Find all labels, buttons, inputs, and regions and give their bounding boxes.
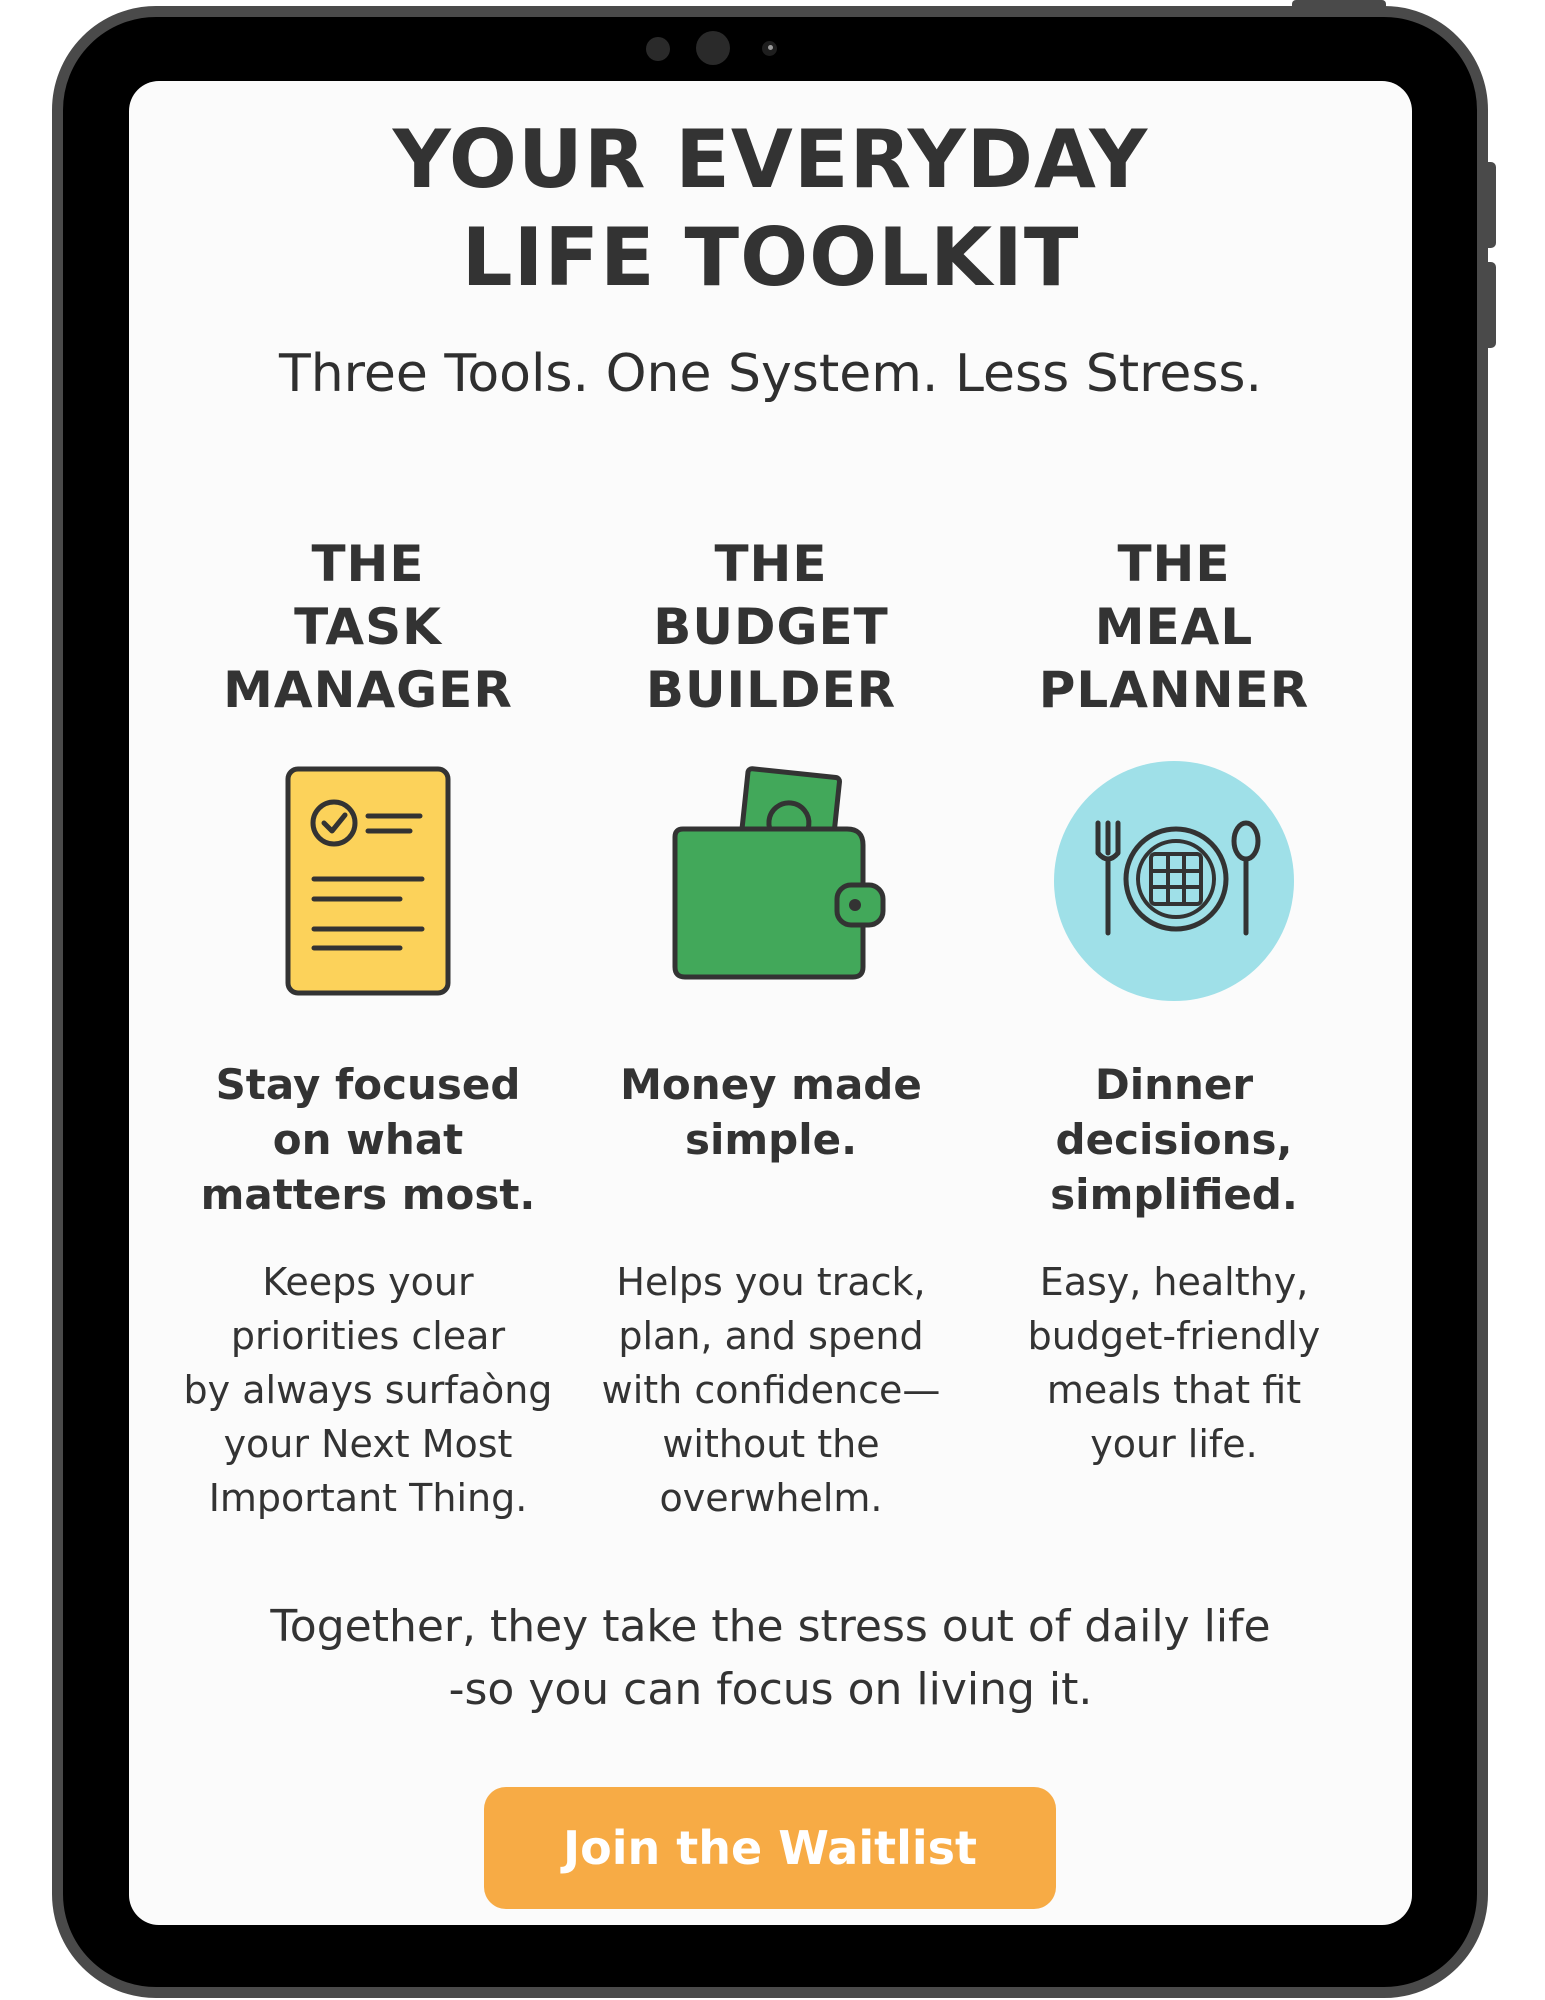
- tool-description-line: Helps you track,: [616, 1260, 926, 1304]
- plate-cutlery-icon: [1054, 761, 1294, 1001]
- tool-description-line: without the: [662, 1422, 880, 1466]
- tool-description-line: your life.: [1090, 1422, 1258, 1466]
- tool-description-line: with confidence—: [601, 1368, 941, 1412]
- tool-card-task-manager: [168, 533, 568, 1520]
- tool-description-line: budget-friendly: [1027, 1314, 1321, 1358]
- tablet-screen: [129, 81, 1412, 1925]
- tool-name-line: BUDGET: [653, 598, 889, 656]
- tool-headline: [571, 1057, 971, 1167]
- tool-headline-line: Stay focused: [215, 1060, 521, 1109]
- tool-name-line: THE: [714, 535, 828, 593]
- closing-statement: [129, 1595, 1412, 1721]
- tool-headline-line: simplified.: [1050, 1170, 1298, 1219]
- tool-name-line: MANAGER: [223, 661, 513, 719]
- title-line: LIFE TOOLKIT: [461, 211, 1080, 304]
- wallet-icon: [651, 761, 891, 1001]
- tool-description-line: overwhelm.: [659, 1476, 883, 1520]
- tool-description-line: Easy, healthy,: [1039, 1260, 1309, 1304]
- tool-description-line: your Next Most: [223, 1422, 513, 1466]
- tool-name: [571, 533, 971, 722]
- tool-name-line: PLANNER: [1038, 661, 1310, 719]
- tool-description: [974, 1255, 1374, 1471]
- join-waitlist-button[interactable]: Join the Waitlist: [484, 1787, 1056, 1909]
- tool-card-budget-builder: [571, 533, 971, 1520]
- tool-headline: [974, 1057, 1374, 1222]
- tool-name-line: BUILDER: [645, 661, 897, 719]
- camera-icon: [696, 31, 730, 65]
- sensor-icon: [646, 37, 670, 61]
- checklist-document-icon: [248, 761, 488, 1001]
- tool-headline-line: decisions,: [1055, 1115, 1293, 1164]
- tool-headline-line: matters most.: [200, 1170, 536, 1219]
- tool-headline-line: Money made: [620, 1060, 922, 1109]
- closing-statement-line: Together, they take the stress out of daily life: [270, 1601, 1271, 1652]
- tool-headline: [168, 1057, 568, 1222]
- tool-card-meal-planner: [974, 533, 1374, 1466]
- tool-name-line: THE: [311, 535, 425, 593]
- tool-description-line: by always surfaòng: [183, 1368, 553, 1412]
- page-subtitle: Three Tools. One System. Less Stress.: [278, 344, 1263, 404]
- tool-headline-line: simple.: [684, 1115, 858, 1164]
- closing-statement-line: -so you can focus on living it.: [448, 1664, 1093, 1715]
- light-sensor-icon: [762, 41, 777, 56]
- tool-description-line: Keeps your: [262, 1260, 474, 1304]
- tool-name: [168, 533, 568, 722]
- tool-description: [168, 1255, 568, 1525]
- tool-description: [571, 1255, 971, 1525]
- tool-headline-line: Dinner: [1094, 1060, 1254, 1109]
- tool-name-line: TASK: [294, 598, 442, 656]
- tool-name-line: MEAL: [1094, 598, 1254, 656]
- page-title: [129, 111, 1412, 307]
- tool-name-line: THE: [1117, 535, 1231, 593]
- tool-description-line: meals that fit: [1046, 1368, 1302, 1412]
- title-line: YOUR EVERYDAY: [392, 113, 1149, 206]
- tool-description-line: plan, and spend: [618, 1314, 924, 1358]
- tool-name: [974, 533, 1374, 722]
- tool-description-line: Important Thing.: [208, 1476, 528, 1520]
- tool-headline-line: on what: [272, 1115, 464, 1164]
- tool-description-line: priorities clear: [230, 1314, 506, 1358]
